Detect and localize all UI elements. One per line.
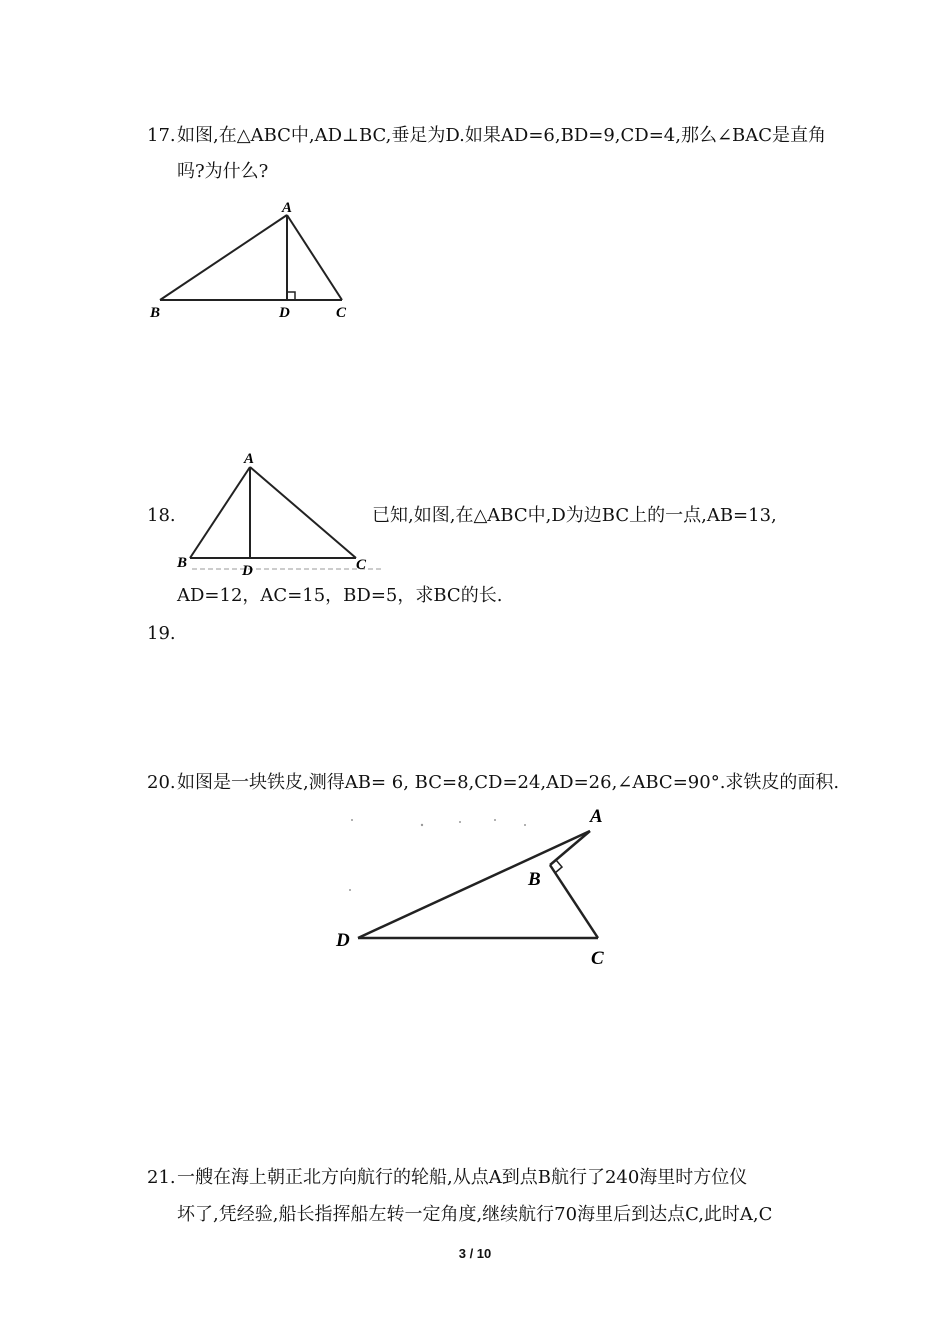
- problem-18-number: 18.: [147, 505, 176, 526]
- problem-17-line-2: 吗?为什么?: [177, 161, 269, 182]
- problem-20-line-1: 如图是一块铁皮,测得AB= 6, BC=8,CD=24,AD=26,∠ABC=90°.求铁皮的面积.: [177, 772, 840, 793]
- fig20-label-d: D: [336, 930, 350, 951]
- fig18-label-b: B: [177, 555, 188, 571]
- page-number: 3 / 10: [458, 1246, 492, 1261]
- figure-17: [140, 195, 370, 325]
- fig20-label-b: B: [528, 869, 541, 890]
- fig18-label-d: D: [242, 563, 253, 579]
- fig18-side-ac: [250, 467, 356, 558]
- problem-18-line-2: AD=12，AC=15，BD=5，求BC的长.: [177, 585, 503, 606]
- fig20-right-angle-mark: [555, 860, 562, 873]
- fig20-label-c: C: [591, 948, 604, 969]
- figure-20: [330, 800, 625, 975]
- fig18-label-c: C: [356, 557, 367, 573]
- problem-17-number: 17.: [147, 125, 176, 146]
- fig17-side-ac: [287, 215, 342, 300]
- fig20-side-da: [358, 831, 590, 938]
- fig18-side-ba: [190, 467, 250, 558]
- fig17-right-angle-mark: [287, 292, 295, 300]
- fig17-label-b: B: [150, 305, 161, 321]
- fig17-label-a: A: [282, 200, 293, 216]
- fig17-side-ba: [160, 215, 287, 300]
- problem-18-line-1: 已知,如图,在△ABC中,D为边BC上的一点,AB=13,: [372, 505, 777, 526]
- fig18-label-a: A: [244, 451, 255, 467]
- problem-20-number: 20.: [147, 772, 176, 793]
- problem-19-number: 19.: [147, 623, 176, 644]
- fig20-scan-specks: [349, 819, 526, 891]
- fig20-side-bc: [550, 865, 598, 938]
- fig20-label-a: A: [590, 806, 603, 827]
- problem-21-line-1: 一艘在海上朝正北方向航行的轮船,从点A到点B航行了240海里时方位仪: [177, 1167, 748, 1188]
- problem-17-line-1: 如图,在△ABC中,AD⊥BC,垂足为D.如果AD=6,BD=9,CD=4,那么∠BAC是直角: [177, 125, 827, 146]
- figure-18: [170, 445, 385, 580]
- fig17-label-d: D: [279, 305, 290, 321]
- problem-21-number: 21.: [147, 1167, 176, 1188]
- fig17-label-c: C: [336, 305, 347, 321]
- problem-21-line-2: 坏了,凭经验,船长指挥船左转一定角度,继续航行70海里后到达点C,此时A,C: [177, 1204, 773, 1225]
